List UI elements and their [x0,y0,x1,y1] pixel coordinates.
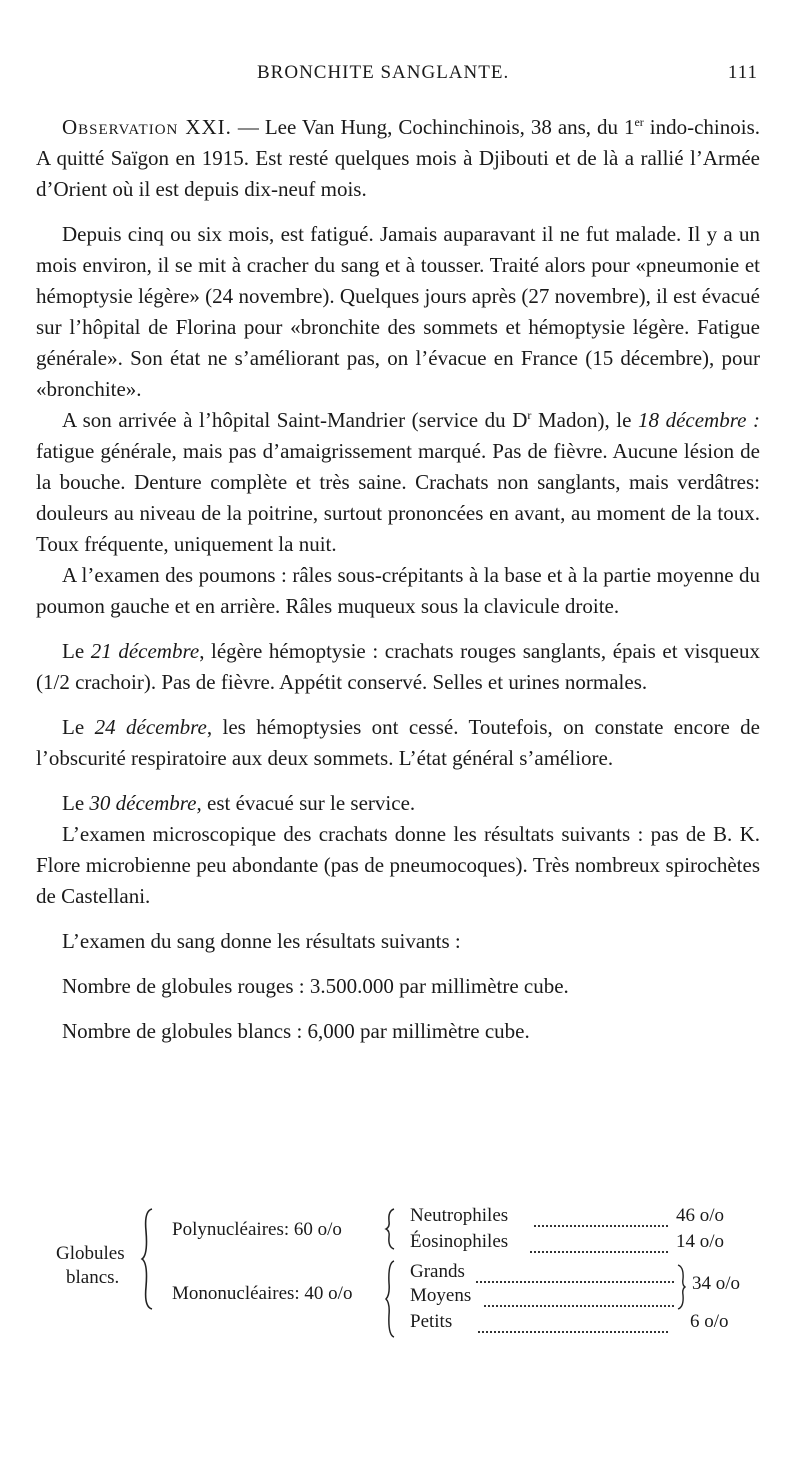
text: Le [62,639,91,663]
text: , légère hémoptysie : crachats rouges sanglants, épais et visqueux (1/2 crachoir). Pas de fièvre. Appétit conservé. Selles et urines normales. [36,639,761,694]
polynuclear-label: Polynucléaires: 60 o/o [172,1219,342,1240]
document-page [36,0,760,1471]
row-name-neutrophiles: Neutrophiles [410,1205,509,1226]
paragraph-red-cells: Nombre de globules rouges : 3.500.000 par millimètre cube. [62,974,569,998]
date-italic: 24 décembre [94,715,207,739]
value-eosinophiles: 14 o/o [676,1231,725,1252]
arrival-text-b: Madon), le [531,408,639,432]
running-header [36,62,760,88]
dot-leader [484,1305,674,1307]
value-grands-moyens: 34 o/o [692,1273,741,1294]
page-number: 111 [727,62,758,83]
group-label-line2: blancs. [66,1267,120,1288]
text: , les hémoptysies ont cessé. Toutefois, on constate encore de l’obscurité respiratoire aux deux sommets. L’état général s’améliore. [36,715,761,770]
row-name-moyens: Moyens [410,1285,472,1306]
mono-brace [384,1259,396,1339]
text: Le [62,791,90,815]
paragraph-observation [36,112,760,205]
dot-leader [478,1331,668,1333]
date-italic: 18 décembre : [638,408,760,432]
group-label-line1: Globules [56,1243,125,1264]
paragraph-sputum-exam: L’examen microscopique des crachats donne les résultats suivants : pas de B. K. Flore microbienne peu abondante (pas de pneumocoques). Très nombreux spirochètes de Castellani. [36,822,760,908]
grands-moyens-brace [676,1263,686,1311]
row-name-petits: Petits [410,1311,453,1332]
text: , est évacué sur le service. [196,791,416,815]
row-name-eosinophiles: Éosinophiles [410,1231,509,1252]
paragraph-dec-21 [36,636,760,698]
observation-text: — Lee Van Hung, Cochinchinois, 38 ans, du 1 [231,115,635,139]
paragraph-arrival [36,405,760,560]
poly-brace [384,1207,396,1251]
paragraph-history: Depuis cinq ou six mois, est fatigué. Jamais auparavant il ne fut malade. Il y a un mois environ, il se mit à cracher du sang et à tousser. Traité alors pour «pneumonie et hémoptysie légère» (24 novembre). Quelques jours après (27 novembre), il est évacué sur l’hôpital de Florina pour «bronchite des sommets et hémoptysie légère. Fatigue générale». Son état ne s’améliorant pas, on l’évacue en France (15 décembre), pour «bronchite». [36,222,760,401]
running-title: BRONCHITE SANGLANTE. [257,62,510,83]
arrival-text-a: A son arrivée à l’hôpital Saint-Mandrier (service du D [62,408,528,432]
value-petits: 6 o/o [690,1311,729,1332]
left-brace [140,1207,154,1311]
observation-text-rest: indo-chinois. A quitté Saïgon en 1915. Est resté quelques mois à Djibouti et de là a rallié l’Armée d’Orient où il est depuis dix-neuf mois. [36,115,760,201]
date-italic: 30 décembre [89,791,197,815]
observation-label: Observation XXI. [62,115,232,139]
arrival-text-c: fatigue générale, mais pas d’amaigrissement marqué. Pas de fièvre. Aucune lésion de la bouche. Denture complète et très saine. Crachats non sanglants, mais verdâtres: douleurs au niveau de la poitrine, surtout prononcées en avant, au moment de la toux. Toux fréquente, uniquement la nuit. [36,439,760,556]
dot-leader [530,1251,668,1253]
row-name-grands: Grands [410,1261,465,1282]
dot-leader [534,1225,668,1227]
paragraph-lung-exam: A l’examen des poumons : râles sous-crépitants à la base et à la partie moyenne du poumon gauche et en arrière. Râles muqueux sous la clavicule droite. [36,563,760,618]
value-neutrophiles: 46 o/o [676,1205,725,1226]
paragraph-white-cells: Nombre de globules blancs : 6,000 par millimètre cube. [62,1019,530,1043]
white-cell-table [36,1205,760,1345]
body-text [36,112,760,1047]
text: Le [62,715,95,739]
paragraph-dec-30 [36,788,760,819]
date-italic: 21 décembre [90,639,200,663]
paragraph-dec-24 [36,712,760,774]
superscript: r [527,408,532,422]
superscript: er [634,115,644,129]
dot-leader [476,1281,674,1283]
mononuclear-label: Mononucléaires: 40 o/o [172,1283,353,1304]
paragraph-blood-exam: L’examen du sang donne les résultats suivants : [62,929,461,953]
